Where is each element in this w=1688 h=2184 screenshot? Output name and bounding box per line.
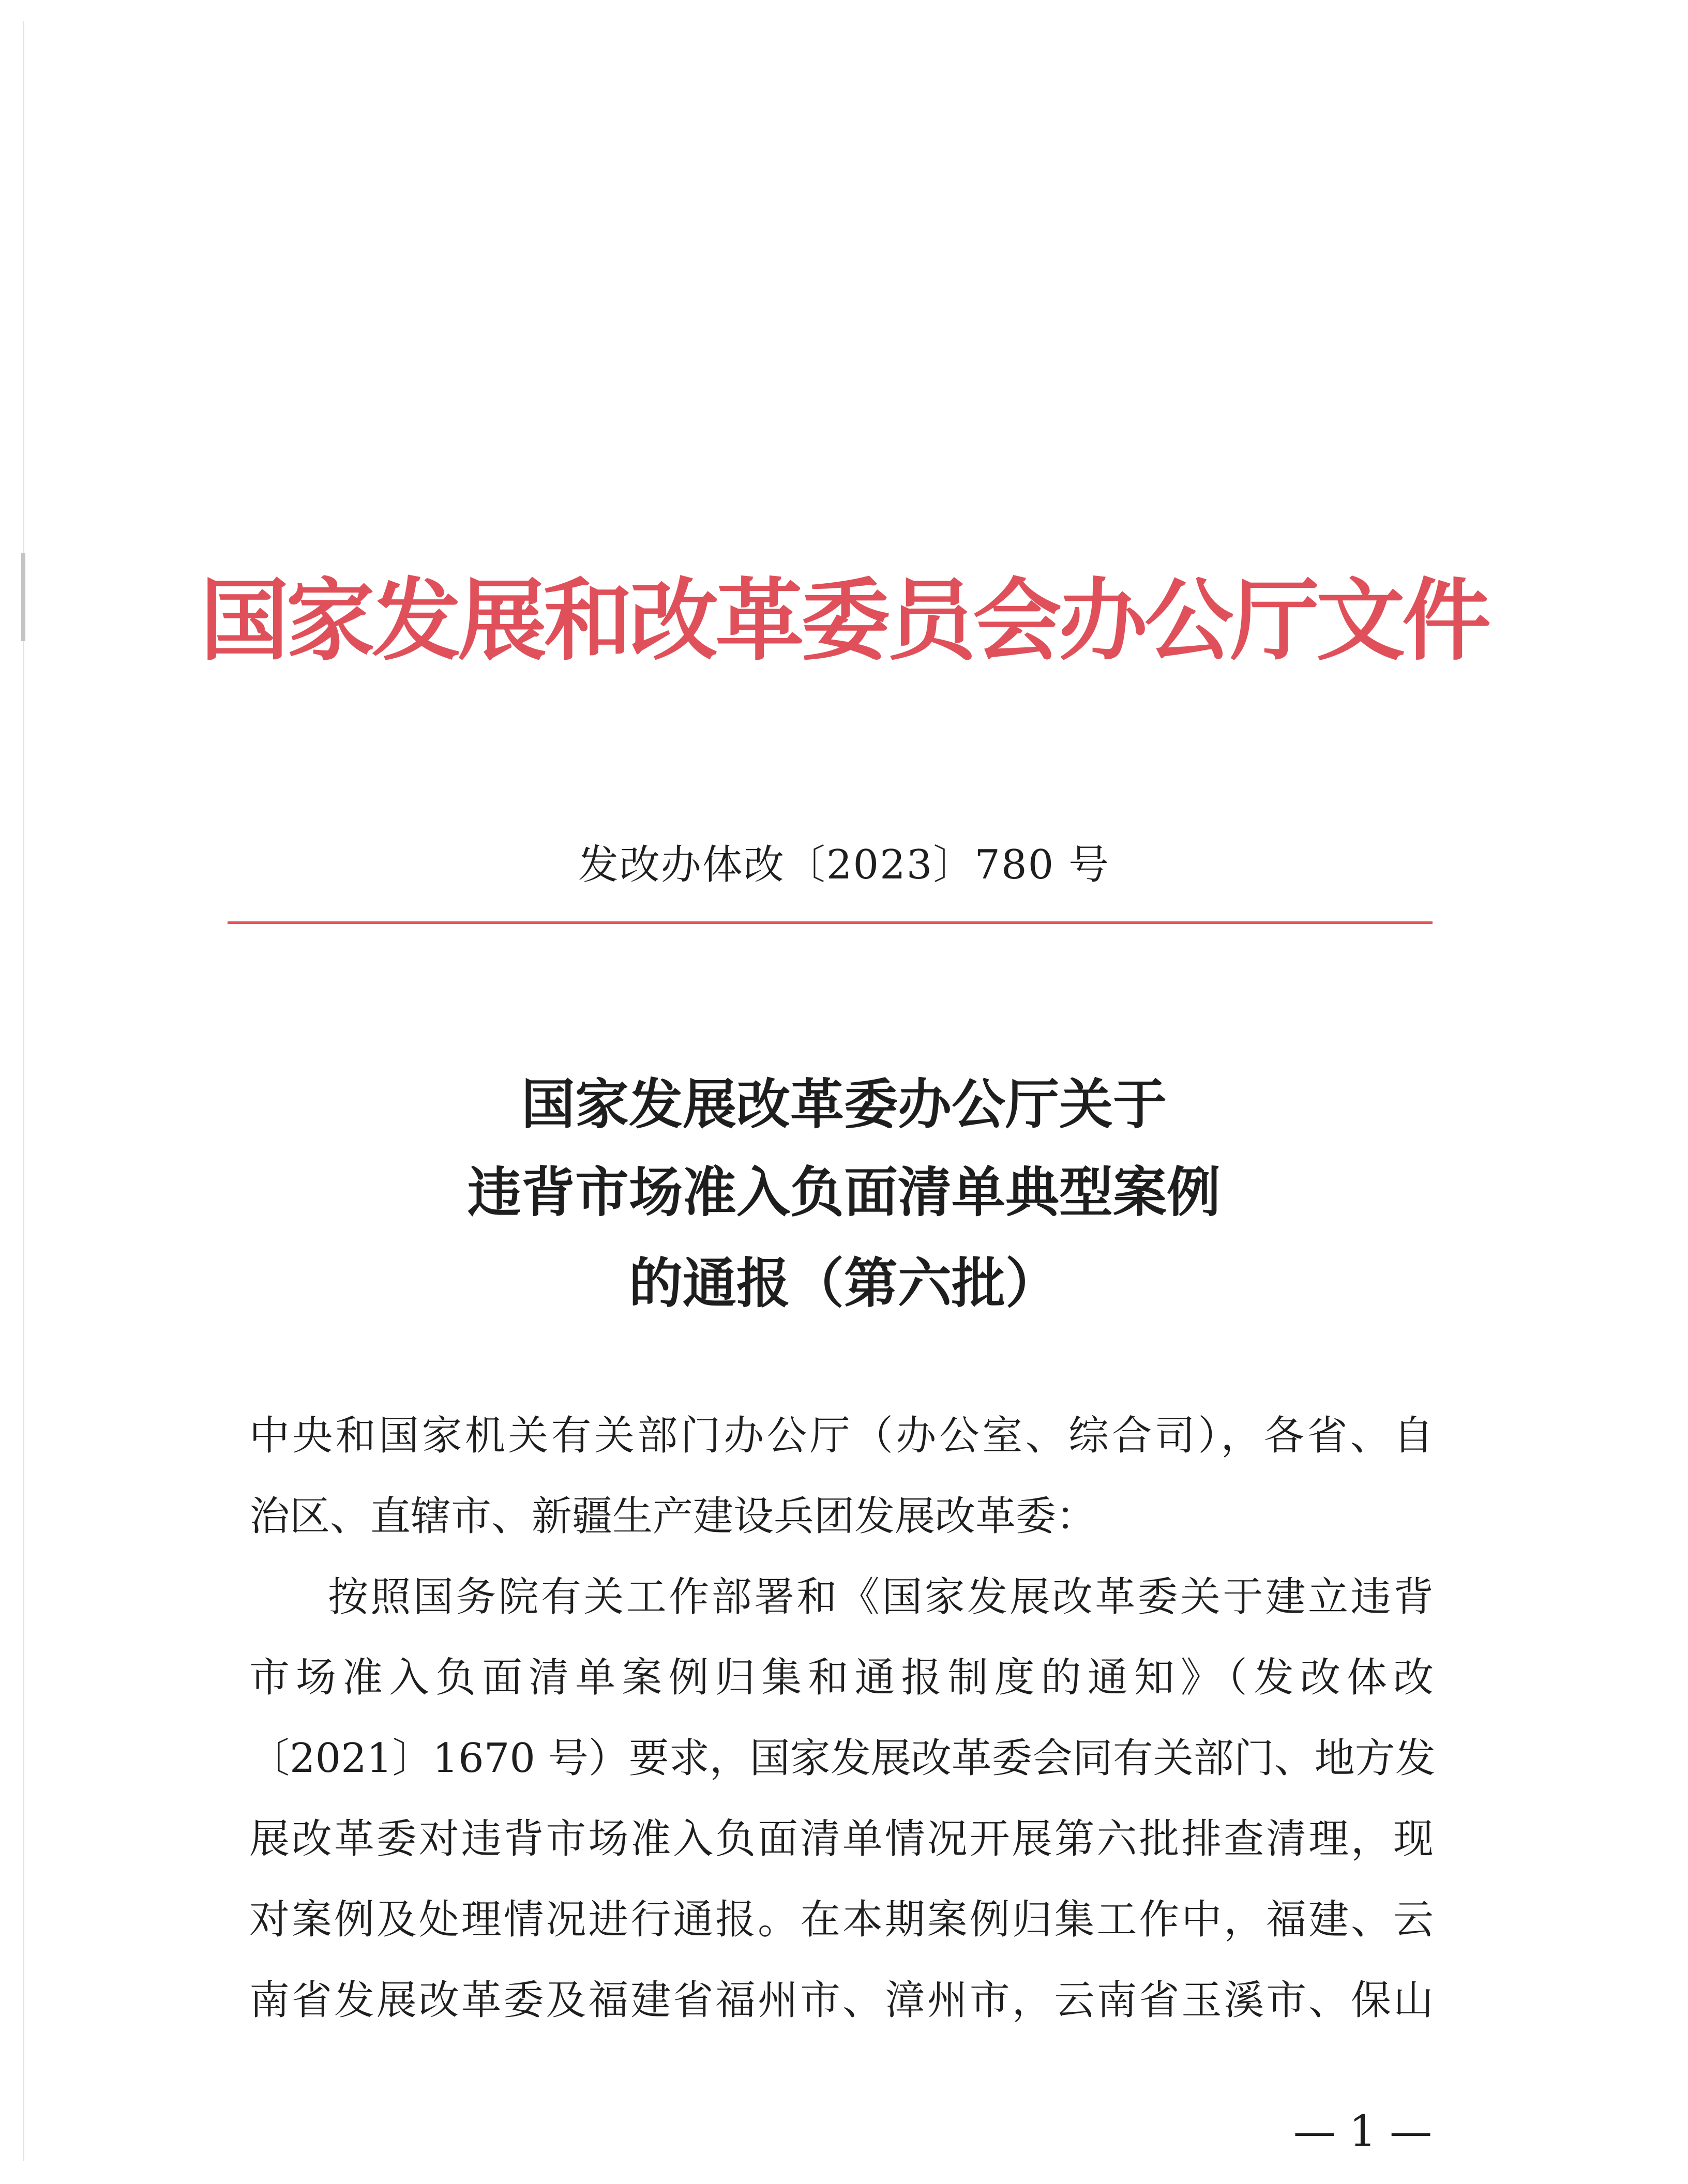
addressee-line-1: 中央和国家机关有关部门办公厅（办公室、综合司），各省、自 — [249, 1413, 1434, 1459]
paragraph-line-2: 市场准入负面清单案例归集和通报制度的通知》（发改体改 — [249, 1655, 1434, 1701]
title-line-2: 违背市场准入负面清单典型案例 — [467, 1160, 1220, 1224]
title-line-1: 国家发展改革委办公厅关于 — [521, 1072, 1167, 1136]
paragraph-line-3: 〔2021〕1670 号）要求，国家发展改革委会同有关部门、地方发 — [249, 1735, 1436, 1782]
paragraph-line-4: 展改革委对违背市场准入负面清单情况开展第六批排查清理，现 — [249, 1816, 1434, 1862]
paragraph-line-1: 按照国务院有关工作部署和《国家发展改革委关于建立违背 — [328, 1574, 1434, 1620]
issuer-banner: 国家发展和改革委员会办公厅文件 — [200, 568, 1488, 673]
title-line-3: 的通报（第六批） — [628, 1251, 1059, 1315]
paragraph-line-6: 南省发展改革委及福建省福州市、漳州市，云南省玉溪市、保山 — [249, 1977, 1434, 2024]
red-separator-rule — [228, 921, 1433, 924]
paragraph-line-5: 对案例及处理情况进行通报。在本期案例归集工作中，福建、云 — [249, 1897, 1434, 1943]
addressee-line-2: 治区、直辖市、新疆生产建设兵团发展改革委： — [249, 1493, 1097, 1540]
page-number: — 1 — — [1293, 2107, 1433, 2156]
document-number: 发改办体改〔2023〕780 号 — [578, 842, 1110, 888]
